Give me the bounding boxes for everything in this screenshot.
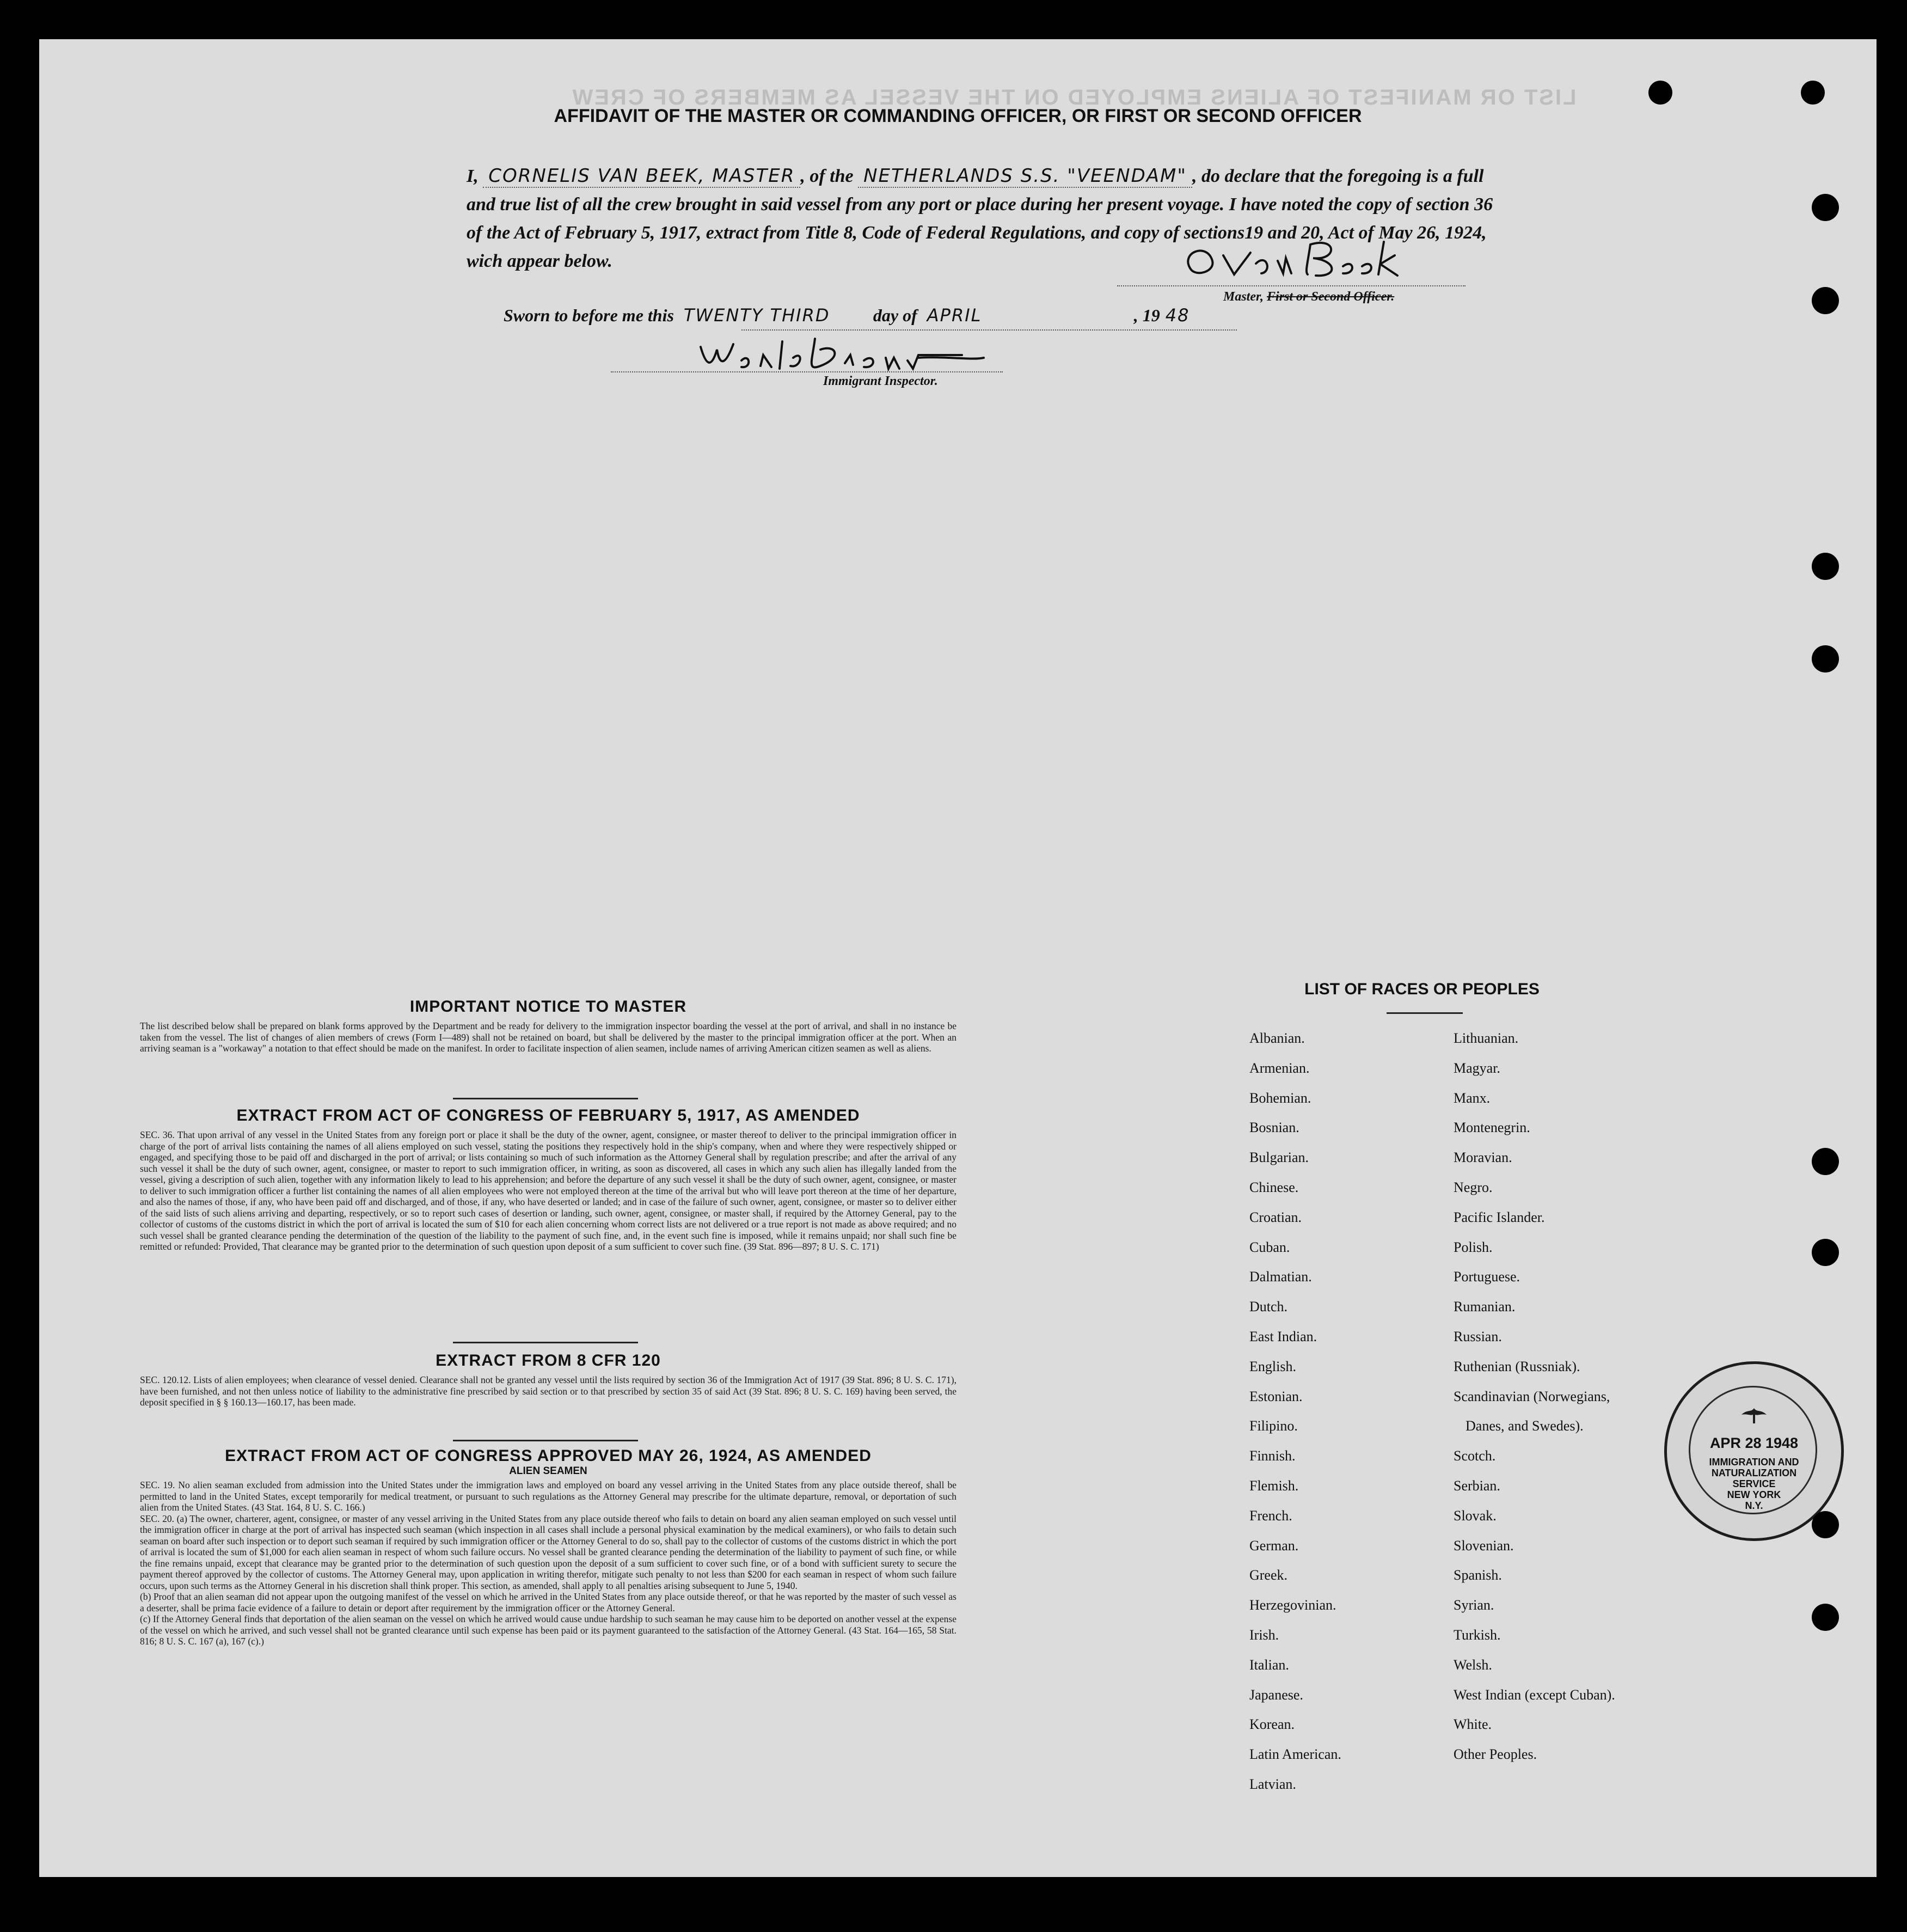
race-item: Bulgarian. bbox=[1249, 1150, 1309, 1166]
races-rule bbox=[1387, 1012, 1463, 1014]
race-item: Flemish. bbox=[1249, 1477, 1299, 1494]
affidavit-body: that the foregoing is a full and true list of all the crew brought in said vessel from any port or place during her present voyage. I have noted the copy of section 36 of the Act of February 5, 1917, extract from Title 8, Code of Federal Regulations, and copy of sections19 and 20, Act of May 26, 1924, wich appear below. bbox=[467, 166, 1493, 271]
race-item: Dutch. bbox=[1249, 1299, 1288, 1315]
act-1924-section bbox=[140, 1447, 956, 1647]
binder-hole bbox=[1812, 1148, 1839, 1175]
race-item: Greek. bbox=[1249, 1567, 1288, 1583]
act-1917-text: SEC. 36. That upon arrival of any vessel in the United States from any foreign port or place it shall be the duty of the owner, agent, consignee, or master thereof to deliver to the principal immigration officer in charge of the port of arrival lists containing the names of all aliens employed on such vessel, stating the positions they respectively hold in the ship's company, when and where they were respectively shipped or engaged, and specifying those to be paid off and discharged in the port of arrival; or lists containing so much of such information as the Attorney General shall by regulation prescribe; and after the arrival of any such vessel it shall be the duty of such owner, agent, consignee, or master to report to such immigration officer, in writing, as soon as discovered, all cases in which any such alien has illegally landed from the vessel, giving a description of such alien, together with any information likely to lead to his apprehension; and before the departure of any such vessel it shall be the duty of such owner, agent, consignee, or master to deliver to such immigration officer a further list containing the names of all alien employees who were not employed thereon at the time of the arrival but who will leave port thereon at the time of her departure, and also the names of those, if any, who have been paid off and discharged, and of those, if any, who have deserted or landed; and in case of the failure of such owner, agent, consignee, or master so to deliver either of the said lists of such aliens arriving and departing, respectively, or so to report such cases of desertion or landing, such owner, agent, consignee, or master shall, if required by the Attorney General, pay to the collector of customs of the customs district in which the port of arrival is located the sum of $10 for each alien concerning whom correct lists are not delivered or a true report is not made as above required; and no such vessel shall be granted clearance pending the determination of the question of the liability to the payment of such fine, and, in the event such fine is imposed, while it remains unpaid; nor shall such fine be remitted or refunded: Provided, That clearance may be granted prior to the determination of such question upon deposit of a sum sufficient to cover such fine. (39 Stat. 896—897; 8 U. S. C. 171) bbox=[140, 1129, 956, 1252]
race-item: East Indian. bbox=[1249, 1328, 1317, 1344]
race-item: Manx. bbox=[1454, 1090, 1491, 1106]
master-signature bbox=[1174, 231, 1436, 291]
act-1917-section bbox=[140, 1106, 956, 1252]
race-item: Croatian. bbox=[1249, 1209, 1302, 1225]
race-item: Scandinavian (Norwegians, bbox=[1454, 1388, 1610, 1404]
race-item: Slovenian. bbox=[1454, 1537, 1514, 1554]
stamp-service: IMMIGRATION AND NATURALIZATION SERVICE NEW YORK N.Y. bbox=[1709, 1457, 1799, 1511]
race-item: Filipino. bbox=[1249, 1418, 1298, 1434]
race-item: Scotch. bbox=[1454, 1448, 1496, 1464]
race-item: English. bbox=[1249, 1358, 1296, 1374]
inspector-label: Immigrant Inspector. bbox=[823, 374, 938, 388]
act-1917-title: EXTRACT FROM ACT OF CONGRESS OF FEBRUARY 5, 1917, AS AMENDED bbox=[236, 1106, 860, 1124]
divider-rule bbox=[453, 1440, 638, 1441]
manifest-page bbox=[39, 39, 1877, 1877]
cfr-section bbox=[140, 1352, 956, 1408]
binder-hole bbox=[1648, 81, 1672, 105]
sworn-year: 48 bbox=[1165, 305, 1190, 326]
sworn-prefix: Sworn to before me this bbox=[504, 305, 674, 325]
sworn-day: TWENTY THIRD bbox=[683, 305, 830, 326]
notice-text: The list described below shall be prepared on blank forms approved by the Department and be ready for delivery to the immigration inspector boarding the vessel at the port of arrival, and shall in no instance be taken from the vessel. The list of changes of alien members of crews (Form I—489) shall not be retained on board, but shall be delivered by the master to the principal immigration officer at the port. When an arriving seaman is a "workaway" a notation to that effect should be made on the manifest. In order to facilitate inspection of alien seamen, include names of arriving American citizen seamen as well as aliens. bbox=[140, 1020, 956, 1054]
divider-rule bbox=[453, 1342, 638, 1343]
binder-hole bbox=[1812, 645, 1839, 672]
act-1924-sec20b: (b) Proof that an alien seaman did not appear upon the outgoing manifest of the vessel on which he arrived in the United States from any place outside thereof, or that he was reported by the master of such vessel as a deserter, shall be prima facie evidence of a failure to detain or deport after requirement by the immigration officer or the Attorney General. bbox=[140, 1591, 956, 1613]
sworn-line bbox=[504, 305, 1195, 326]
races-title: LIST OF RACES OR PEOPLES bbox=[1304, 980, 1540, 998]
notice-title: IMPORTANT NOTICE TO MASTER bbox=[409, 998, 687, 1016]
race-item: Cuban. bbox=[1249, 1239, 1290, 1255]
divider-rule bbox=[453, 1098, 638, 1099]
affidavit-of-the: , of the bbox=[800, 166, 854, 186]
affidavit-title: AFFIDAVIT OF THE MASTER OR COMMANDING OFFICER, OR FIRST OR SECOND OFFICER bbox=[554, 106, 1362, 126]
race-item: Moravian. bbox=[1454, 1150, 1512, 1166]
cfr-text: SEC. 120.12. Lists of alien employees; when clearance of vessel denied. Clearance shall not be granted any vessel until the lists required by section 36 of the Immigration Act of 1917 (39 Stat. 896; 8 U. S. C. 171), have been furnished, and not then unless notice of liability to the administrative fine prescribed by said section or to that prescribed by section 35 of said Act (39 Stat. 896; 8 U. S. C. 169) having been served, the deposit specified in § § 160.13—160.17, has been made. bbox=[140, 1374, 956, 1408]
act-1924-title: EXTRACT FROM ACT OF CONGRESS APPROVED MAY 26, 1924, AS AMENDED bbox=[225, 1447, 872, 1465]
race-item: Other Peoples. bbox=[1454, 1746, 1537, 1763]
races-column-1 bbox=[1249, 1024, 1341, 1800]
races-column-2 bbox=[1454, 1024, 1615, 1770]
sworn-year-prefix: , 19 bbox=[1133, 305, 1160, 325]
race-item: Japanese. bbox=[1249, 1686, 1303, 1703]
race-item: Welsh. bbox=[1454, 1656, 1492, 1673]
race-item: White. bbox=[1454, 1716, 1492, 1733]
race-item: Latvian. bbox=[1249, 1776, 1296, 1792]
sworn-day-of: day of bbox=[873, 305, 917, 325]
race-item: Syrian. bbox=[1454, 1597, 1494, 1613]
race-item: Turkish. bbox=[1454, 1627, 1501, 1643]
notice-section bbox=[140, 998, 956, 1054]
affidavit-prefix: I, bbox=[467, 166, 479, 186]
cfr-title: EXTRACT FROM 8 CFR 120 bbox=[436, 1352, 661, 1369]
race-item: Lithuanian. bbox=[1454, 1030, 1519, 1046]
race-item: Armenian. bbox=[1249, 1060, 1310, 1076]
race-item: Magyar. bbox=[1454, 1060, 1500, 1076]
race-item: Bohemian. bbox=[1249, 1090, 1311, 1106]
binder-hole bbox=[1812, 1239, 1839, 1266]
stamp-date: APR 28 1948 bbox=[1709, 1435, 1799, 1451]
race-item: Portuguese. bbox=[1454, 1269, 1520, 1285]
eagle-icon bbox=[1740, 1405, 1768, 1427]
bleed-through-title: LIST OR MANIFEST OF ALIENS EMPLOYED ON THE VESSEL AS MEMBERS OF CREW bbox=[571, 85, 1577, 109]
race-item: Herzegovinian. bbox=[1249, 1597, 1336, 1613]
race-item: Serbian. bbox=[1454, 1477, 1500, 1494]
race-item: Irish. bbox=[1249, 1627, 1279, 1643]
master-label: Master, bbox=[1223, 290, 1264, 304]
binder-hole bbox=[1812, 287, 1839, 314]
race-item: Finnish. bbox=[1249, 1448, 1296, 1464]
binder-hole bbox=[1801, 81, 1825, 105]
binder-hole bbox=[1812, 553, 1839, 580]
race-item: Slovak. bbox=[1454, 1507, 1497, 1524]
race-item: Pacific Islander. bbox=[1454, 1209, 1545, 1225]
race-item: Chinese. bbox=[1249, 1179, 1299, 1195]
race-item: Bosnian. bbox=[1249, 1120, 1299, 1136]
race-item: Korean. bbox=[1249, 1716, 1295, 1733]
sworn-underline bbox=[741, 329, 1237, 331]
race-item: Estonian. bbox=[1249, 1388, 1303, 1404]
race-item: Russian. bbox=[1454, 1328, 1502, 1344]
act-1924-subtitle: ALIEN SEAMEN bbox=[509, 1465, 587, 1477]
affidavit-do-declare: , do declare bbox=[1192, 166, 1280, 186]
race-item: German. bbox=[1249, 1537, 1299, 1554]
race-item: Spanish. bbox=[1454, 1567, 1502, 1583]
act-1924-sec20c: (c) If the Attorney General finds that deportation of the alien seaman on the vessel on which he arrived would cause undue hardship to such seaman he may cause him to be deported on another vessel at the expense of the vessel on which he arrived, and such vessel shall not be granted clearance until such expense has been paid or its payment guaranteed to the satisfaction of the Attorney General. (43 Stat. 164—165, 58 Stat. 816; 8 U. S. C. 167 (a), 167 (c).) bbox=[140, 1613, 956, 1647]
race-item: Polish. bbox=[1454, 1239, 1493, 1255]
race-item: Italian. bbox=[1249, 1656, 1289, 1673]
vessel-name: NETHERLANDS S.S. "VEENDAM" bbox=[858, 165, 1192, 188]
race-item: Ruthenian (Russniak). bbox=[1454, 1358, 1580, 1374]
binder-hole bbox=[1812, 1604, 1839, 1631]
struck-officer-label: First or Second Officer. bbox=[1267, 290, 1395, 304]
race-item: West Indian (except Cuban). bbox=[1454, 1686, 1615, 1703]
race-item: Negro. bbox=[1454, 1179, 1493, 1195]
race-item: Albanian. bbox=[1249, 1030, 1305, 1046]
race-item: Danes, and Swedes). bbox=[1465, 1418, 1584, 1434]
act-1924-sec19: SEC. 19. No alien seaman excluded from admission into the United States under the immigration laws and employed on board any vessel arriving in the United States from any place outside thereof, shall be permitted to land in the United States, except temporarily for medical treatment, or pursuant to such regulations as the Attorney General may prescribe for the ultimate departure, removal, or deportation of such alien from the United States. (43 Stat. 164, 8 U. S. C. 166.) bbox=[140, 1479, 956, 1513]
master-name: CORNELIS VAN BEEK, MASTER bbox=[483, 165, 800, 188]
sworn-month: APRIL bbox=[927, 305, 982, 326]
race-item: Latin American. bbox=[1249, 1746, 1341, 1763]
binder-hole bbox=[1812, 194, 1839, 221]
act-1924-sec20a: SEC. 20. (a) The owner, charterer, agent, consignee, or master of any vessel arriving in the United States from any place outside thereof who fails to detain on board any alien seaman employed on such vessel until the immigration officer in charge at the port of arrival has inspected such seaman (which inspection in all cases shall include a personal physical examination by the medical examiners), or who fails to detain such seaman on board after such inspection or to deport such seaman if required by such immigration officer or the Attorney General to do so, shall pay to the collector of customs of the customs district in which the port of arrival is located the sum of $1,000 for each alien seaman in respect of whom such failure occurs. No vessel shall be granted clearance pending the determination of the liability to payment of such fine, or while the fine remains unpaid, except that clearance may be granted prior to the determination of such question upon the deposit of a sum sufficient to cover such fine, or of a bond with sufficient surety to secure the payment thereof approved by the collector of customs. The Attorney General may, upon application in writing therefor, mitigate such penalty to not less than $200 for each seaman in respect of whom such failure occurs, upon such terms as the Attorney General in his discretion shall think proper. This section, as amended, shall apply to all penalties arising subsequent to June 5, 1940. bbox=[140, 1513, 956, 1591]
race-item: Montenegrin. bbox=[1454, 1120, 1530, 1136]
master-caption bbox=[1223, 290, 1394, 304]
race-item: French. bbox=[1249, 1507, 1292, 1524]
race-item: Rumanian. bbox=[1454, 1299, 1516, 1315]
race-item: Dalmatian. bbox=[1249, 1269, 1312, 1285]
binder-hole bbox=[1812, 1511, 1839, 1538]
